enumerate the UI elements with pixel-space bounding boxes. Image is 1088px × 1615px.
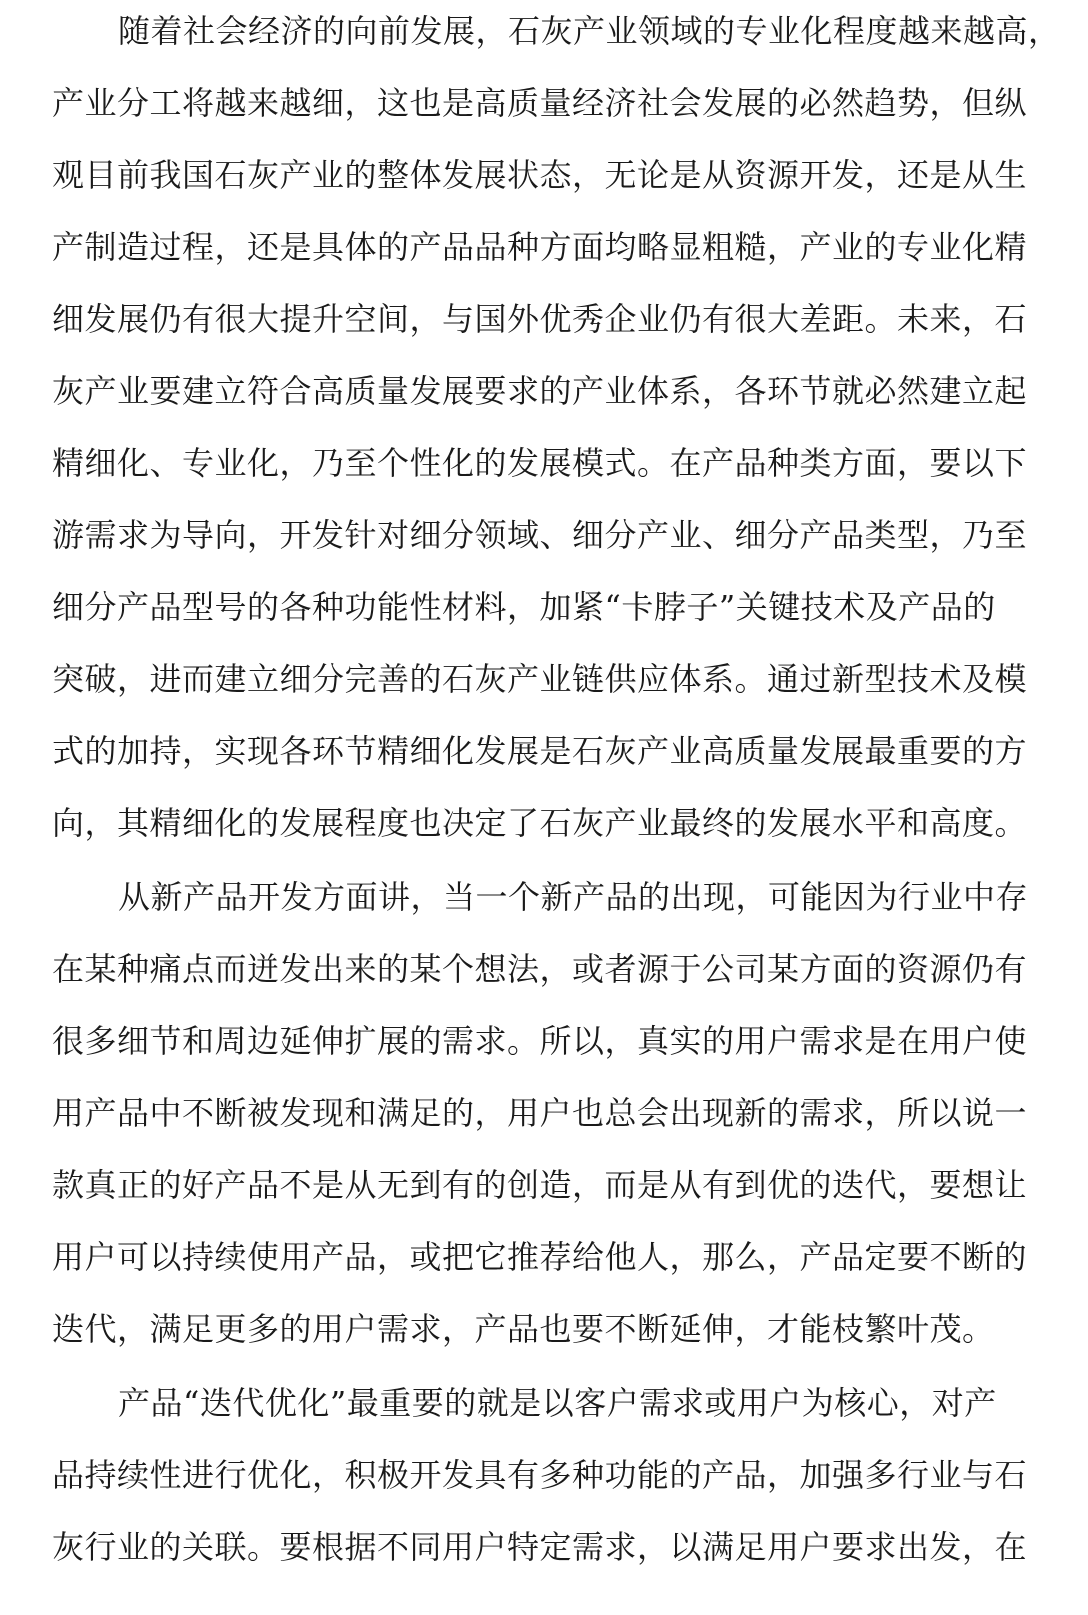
paragraph-1-line-11: 式的加持，实现各环节精细化发展是石灰产业高质量发展最重要的方 <box>52 732 1028 770</box>
paragraph-1-line-9: 细分产品型号的各种功能性材料，加紧“卡脖子”关键技术及产品的 <box>52 588 996 626</box>
paragraph-1-line-10: 突破，进而建立细分完善的石灰产业链供应体系。通过新型技术及模 <box>52 660 1028 698</box>
paragraph-1-line-1: 随着社会经济的向前发展，石灰产业领域的专业化程度越来越高， <box>118 12 1061 50</box>
paragraph-1-line-4: 产制造过程，还是具体的产品品种方面均略显粗糙，产业的专业化精 <box>52 228 1028 266</box>
paragraph-3-line-2: 品持续性进行优化，积极开发具有多种功能的产品，加强多行业与石 <box>52 1456 1028 1494</box>
paragraph-1-line-2: 产业分工将越来越细，这也是高质量经济社会发展的必然趋势，但纵 <box>52 84 1028 122</box>
paragraph-2-line-2: 在某种痛点而迸发出来的某个想法，或者源于公司某方面的资源仍有 <box>52 950 1028 988</box>
paragraph-2-line-5: 款真正的好产品不是从无到有的创造，而是从有到优的迭代，要想让 <box>52 1166 1028 1204</box>
paragraph-1-line-12: 向，其精细化的发展程度也决定了石灰产业最终的发展水平和高度。 <box>52 804 1028 842</box>
paragraph-2-line-4: 用产品中不断被发现和满足的，用户也总会出现新的需求，所以说一 <box>52 1094 1028 1132</box>
paragraph-3-line-1: 产品“迭代优化”最重要的就是以客户需求或用户为核心，对产 <box>118 1384 997 1422</box>
paragraph-2-line-3: 很多细节和周边延伸扩展的需求。所以，真实的用户需求是在用户使 <box>52 1022 1028 1060</box>
paragraph-2-line-6: 用户可以持续使用产品，或把它推荐给他人，那么，产品定要不断的 <box>52 1238 1028 1276</box>
paragraph-2-line-1: 从新产品开发方面讲，当一个新产品的出现，可能因为行业中存 <box>118 878 1029 916</box>
paragraph-1-line-6: 灰产业要建立符合高质量发展要求的产业体系，各环节就必然建立起 <box>52 372 1028 410</box>
paragraph-1-line-7: 精细化、专业化，乃至个性化的发展模式。在产品种类方面，要以下 <box>52 444 1028 482</box>
paragraph-1-line-5: 细发展仍有很大提升空间，与国外优秀企业仍有很大差距。未来，石 <box>52 300 1028 338</box>
paragraph-1-line-3: 观目前我国石灰产业的整体发展状态，无论是从资源开发，还是从生 <box>52 156 1028 194</box>
paragraph-2-line-7: 迭代，满足更多的用户需求，产品也要不断延伸，才能枝繁叶茂。 <box>52 1310 995 1348</box>
paragraph-3-line-3: 灰行业的关联。要根据不同用户特定需求，以满足用户要求出发，在 <box>52 1528 1028 1566</box>
paragraph-1-line-8: 游需求为导向，开发针对细分领域、细分产业、细分产品类型，乃至 <box>52 516 1028 554</box>
